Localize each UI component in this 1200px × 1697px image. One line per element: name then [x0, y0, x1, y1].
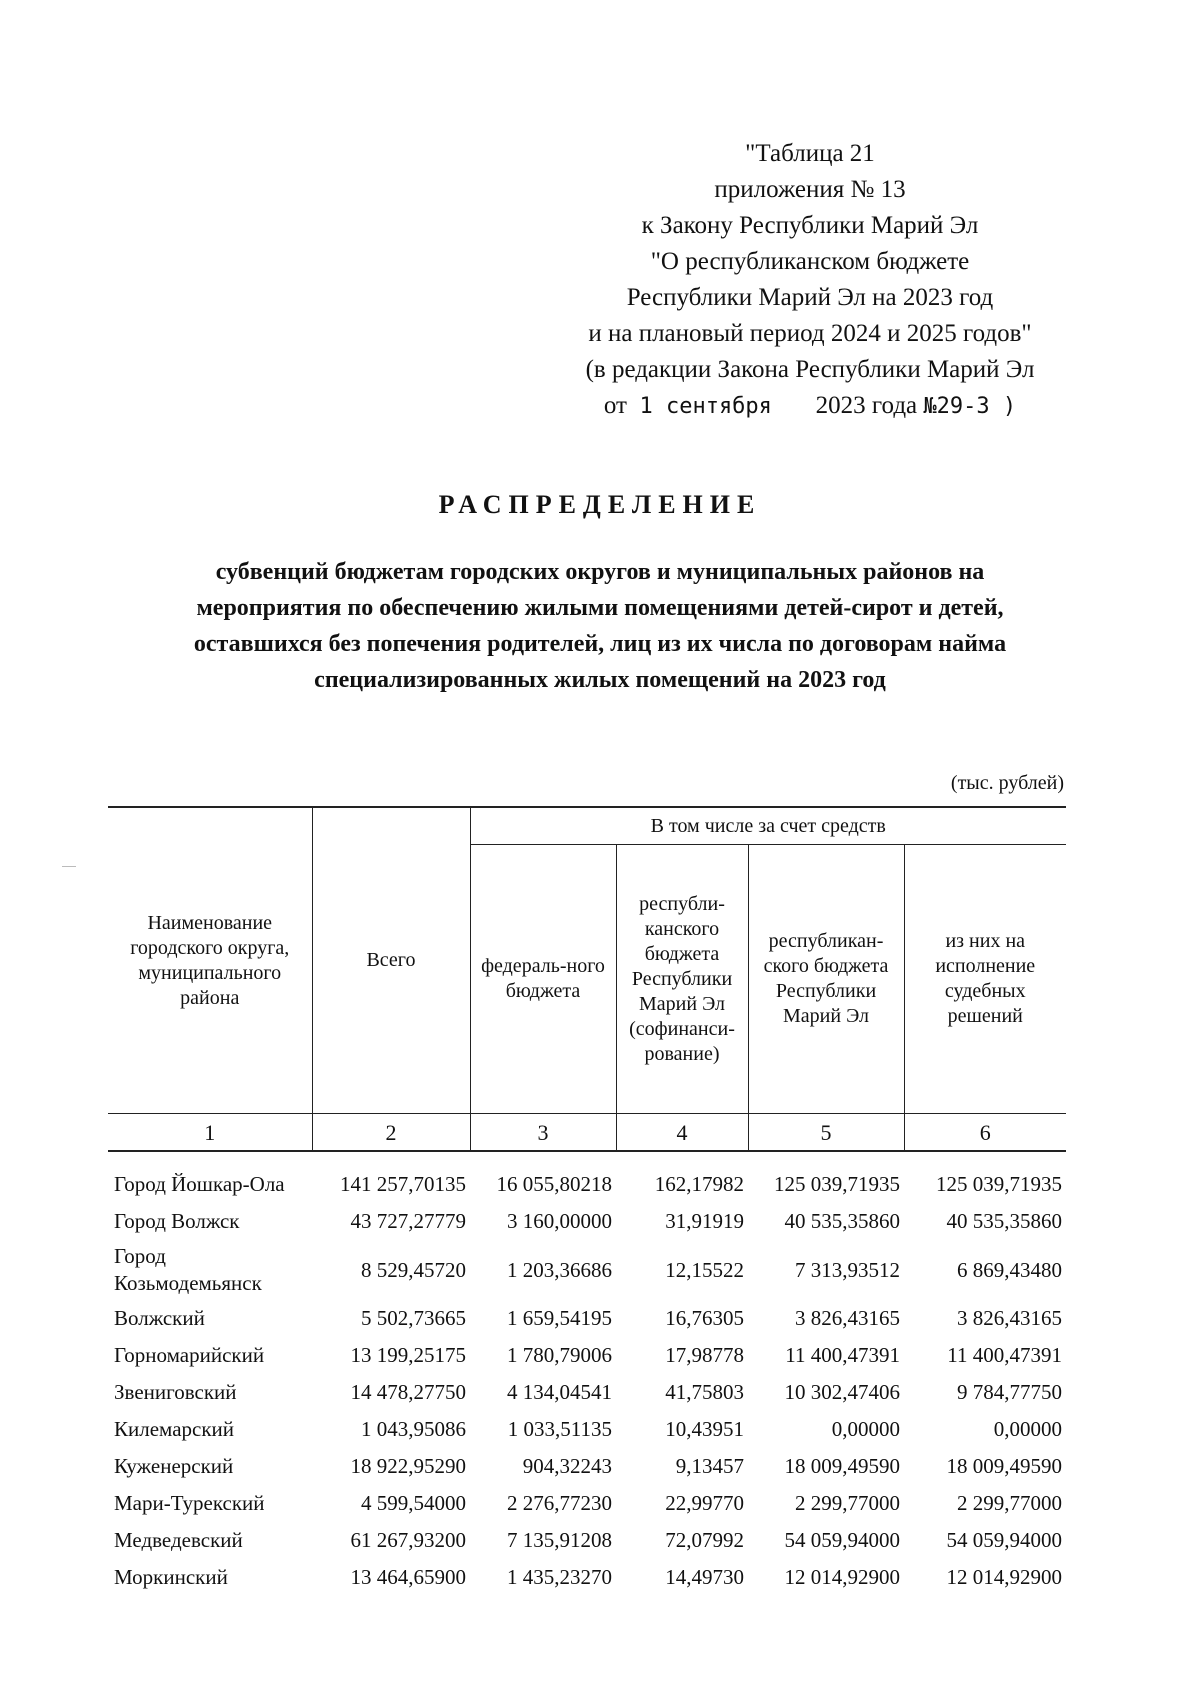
table-row	[108, 1374, 1066, 1411]
court-decisions-value: 18 009,49590	[946, 1454, 1062, 1478]
table-row	[108, 1240, 1066, 1300]
total-value: 13 199,25175	[350, 1343, 466, 1367]
municipality-name: Город Йошкар-Ола	[114, 1172, 285, 1196]
cofinancing-value: 162,17982	[654, 1172, 744, 1196]
court-decisions-value: 9 784,77750	[957, 1380, 1062, 1404]
total-value: 4 599,54000	[361, 1491, 466, 1515]
heading-line: Республики Марий Эл на 2023 год	[626, 284, 994, 311]
column-number: 5	[748, 1114, 904, 1152]
republic-value: 54 059,94000	[784, 1528, 900, 1552]
total-value: 5 502,73665	[361, 1306, 466, 1330]
column-number: 4	[616, 1114, 748, 1152]
federal-value: 3 160,00000	[507, 1209, 612, 1233]
federal-value: 1 780,79006	[507, 1343, 612, 1367]
appendix-heading	[560, 136, 1060, 425]
heading-line: (в редакции Закона Республики Марий Эл	[585, 356, 1035, 383]
date-year: 2023 года	[815, 392, 918, 419]
federal-value: 4 134,04541	[507, 1380, 612, 1404]
court-decisions-value: 12 014,92900	[946, 1565, 1062, 1589]
header-federal: федераль-ного бюджета	[470, 845, 616, 1114]
column-number: 1	[108, 1114, 312, 1152]
subtitle-line: субвенций бюджетам городских округов и муниципальных районов на	[215, 559, 985, 585]
heading-line: приложения № 13	[714, 176, 906, 203]
republic-value: 11 400,47391	[785, 1343, 900, 1367]
cofinancing-value: 22,99770	[665, 1491, 744, 1515]
table-row	[108, 1448, 1066, 1485]
law-number: №29-З )	[923, 394, 1017, 419]
header-cofinancing: республи-канского бюджета Республики Марий Эл (софинанси-рование)	[616, 845, 748, 1114]
cofinancing-value: 31,91919	[665, 1209, 744, 1233]
header-municipality: Наименование городского округа, муниципального района	[108, 807, 312, 1114]
column-number: 3	[470, 1114, 616, 1152]
distribution-table	[108, 806, 1066, 1596]
federal-value: 7 135,91208	[507, 1528, 612, 1552]
subtitle-line: оставшихся без попечения родителей, лиц из их числа по договорам найма	[193, 631, 1007, 657]
total-value: 18 922,95290	[350, 1454, 466, 1478]
municipality-name: Город Волжск	[114, 1209, 240, 1233]
republic-value: 7 313,93512	[795, 1257, 900, 1282]
republic-value: 3 826,43165	[795, 1306, 900, 1330]
court-decisions-value: 125 039,71935	[936, 1172, 1062, 1196]
table-row	[108, 1337, 1066, 1374]
document-title: РАСПРЕДЕЛЕНИЕ	[438, 490, 762, 519]
municipality-name: Куженерский	[114, 1454, 234, 1478]
cofinancing-value: 10,43951	[665, 1417, 744, 1441]
republic-value: 40 535,35860	[784, 1209, 900, 1233]
header-court-decisions: из них на исполнение судебных решений	[904, 845, 1066, 1114]
municipality-name: Звениговский	[114, 1380, 237, 1404]
total-value: 141 257,70135	[340, 1172, 466, 1196]
table-row	[108, 1522, 1066, 1559]
federal-value: 1 659,54195	[507, 1306, 612, 1330]
federal-value: 1 435,23270	[507, 1565, 612, 1589]
heading-line: и на плановый период 2024 и 2025 годов"	[588, 320, 1032, 347]
municipality-name: Мари-Турекский	[114, 1491, 265, 1515]
republic-value: 2 299,77000	[795, 1491, 900, 1515]
total-value: 61 267,93200	[350, 1528, 466, 1552]
cofinancing-value: 72,07992	[665, 1528, 744, 1552]
municipality-name: Волжский	[114, 1306, 205, 1330]
federal-value: 2 276,77230	[507, 1491, 612, 1515]
document-subtitle	[110, 554, 1090, 698]
court-decisions-value: 3 826,43165	[957, 1306, 1062, 1330]
table-spacer	[108, 1151, 1066, 1166]
court-decisions-value: 6 869,43480	[957, 1257, 1062, 1282]
subtitle-line: мероприятия по обеспечению жилыми помещениями детей-сирот и детей,	[196, 595, 1004, 621]
total-value: 14 478,27750	[350, 1380, 466, 1404]
federal-value: 904,32243	[522, 1454, 612, 1478]
total-value: 43 727,27779	[350, 1209, 466, 1233]
municipality-name: Моркинский	[114, 1565, 228, 1589]
margin-mark	[62, 866, 76, 867]
heading-line: "О республиканском бюджете	[650, 248, 970, 275]
date-prefix: от	[603, 392, 627, 419]
column-number: 6	[904, 1114, 1066, 1152]
table-row	[108, 1300, 1066, 1337]
subtitle-line: специализированных жилых помещений на 2023 год	[314, 667, 886, 693]
federal-value: 1 033,51135	[507, 1417, 612, 1441]
table-row	[108, 1559, 1066, 1596]
cofinancing-value: 12,15522	[665, 1257, 744, 1282]
republic-value: 10 302,47406	[784, 1380, 900, 1404]
units-label: (тыс. рублей)	[950, 772, 1064, 794]
republic-value: 18 009,49590	[784, 1454, 900, 1478]
table-row	[108, 1485, 1066, 1522]
table-row	[108, 1203, 1066, 1240]
total-value: 13 464,65900	[350, 1565, 466, 1589]
republic-value: 12 014,92900	[784, 1565, 900, 1589]
court-decisions-value: 54 059,94000	[946, 1528, 1062, 1552]
cofinancing-value: 41,75803	[665, 1380, 744, 1404]
cofinancing-value: 17,98778	[665, 1343, 744, 1367]
municipality-name: Горномарийский	[114, 1343, 265, 1367]
total-value: 8 529,45720	[361, 1257, 466, 1282]
header-total: Всего	[312, 807, 470, 1114]
header-republic: республикан-ского бюджета Республики Марий Эл	[748, 845, 904, 1114]
federal-value: 16 055,80218	[496, 1172, 612, 1196]
cofinancing-value: 16,76305	[665, 1306, 744, 1330]
table-row	[108, 1411, 1066, 1448]
municipality-name: Медведевский	[114, 1528, 243, 1552]
heading-line: "Таблица 21	[745, 140, 875, 167]
heading-line: к Закону Республики Марий Эл	[641, 212, 979, 239]
date-day-month: 1 сентября	[639, 394, 772, 419]
federal-value: 1 203,36686	[507, 1257, 612, 1282]
municipality-name: Город Козьмодемьянск	[114, 1244, 262, 1295]
court-decisions-value: 40 535,35860	[946, 1209, 1062, 1233]
municipality-name: Килемарский	[114, 1417, 235, 1441]
cofinancing-value: 14,49730	[665, 1565, 744, 1589]
republic-value: 125 039,71935	[774, 1172, 900, 1196]
column-number: 2	[312, 1114, 470, 1152]
header-funding-group: В том числе за счет средств	[470, 807, 1066, 845]
court-decisions-value: 0,00000	[993, 1417, 1062, 1441]
law-date-line	[560, 388, 1060, 425]
table-row	[108, 1166, 1066, 1203]
court-decisions-value: 11 400,47391	[947, 1343, 1062, 1367]
cofinancing-value: 9,13457	[675, 1454, 744, 1478]
total-value: 1 043,95086	[361, 1417, 466, 1441]
court-decisions-value: 2 299,77000	[957, 1491, 1062, 1515]
republic-value: 0,00000	[831, 1417, 900, 1441]
